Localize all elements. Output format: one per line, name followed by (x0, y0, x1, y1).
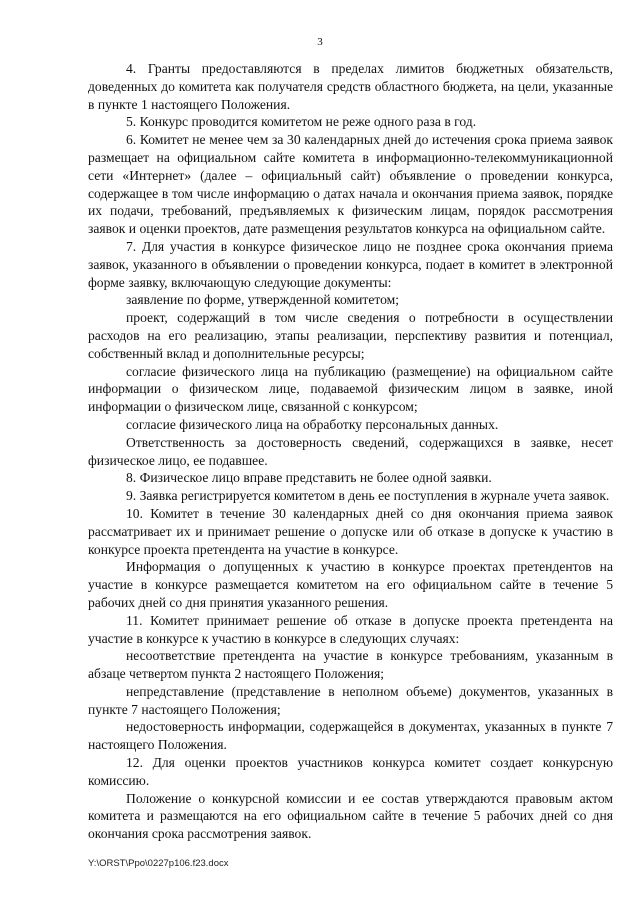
list-item-incomplete-documents: непредставление (представление в неполном объеме) документов, указанных в пункте 7 настоящего Положения; (88, 683, 613, 717)
list-item-application-form: заявление по форме, утвержденной комитетом; (126, 292, 400, 308)
paragraph-commission-regulation: Положение о конкурсной комиссии и ее состав утверждаются правовым актом комитета и размещаются на его официальном сайте в течение 5 рабочих дней со дня окончания срока рассмотрения заявок. (88, 790, 613, 842)
file-path-footer: Y:\ORST\Ppo\0227p106.f23.docx (88, 858, 229, 869)
paragraph-6-contest-announcement: 6. Комитет не менее чем за 30 календарных дней до истечения срока приема заявок размещает на официальном сайте комитета в информационно-телекоммуникационной сети «Интернет» (далее – официальный сайт) объявление о проведении конкурса, содержащее в том числе информацию о датах начала и окончания приема заявок, порядке их подачи, требований, предъявляемых к физическим лицам, порядок рассмотрения заявок и оценки проектов, дате размещения результатов конкурса на официальном сайте. (88, 132, 613, 237)
paragraph-10-review: 10. Комитет в течение 30 календарных дней со дня окончания приема заявок рассматривает их и принимает решение о допуске или об отказе в допуске к участию в конкурсе проекта претендента на участие в конкурсе. (88, 505, 613, 557)
page-number: 3 (317, 36, 323, 48)
paragraph-responsibility: Ответственность за достоверность сведений, содержащихся в заявке, несет физическое лицо, ее подавшее. (88, 434, 613, 468)
list-item-nonconformity: несоответствие претендента на участие в конкурсе требованиям, указанным в абзаце четвертом пункта 2 настоящего Положения; (88, 648, 613, 682)
paragraph-12-commission: 12. Для оценки проектов участников конкурса комитет создает конкурсную комиссию. (88, 755, 613, 788)
paragraph-8-one-application: 8. Физическое лицо вправе представить не более одной заявки. (126, 470, 492, 486)
paragraph-9-registration: 9. Заявка регистрируется комитетом в день ее поступления в журнале учета заявок. (126, 488, 610, 504)
list-item-publication-consent: согласие физического лица на публикацию (размещение) на официальном сайте информации о физическом лице, подаваемой физическим лицом в заявке, иной информации о физическом лице, связанной с конкурсом; (88, 363, 613, 415)
paragraph-7-participation-application: 7. Для участия в конкурсе физическое лицо не позднее срока окончания приема заявок, указанного в объявлении о проведении конкурса, подает в комитет в электронной форме заявку, включающую следующие документы: (88, 238, 613, 290)
paragraph-4-grants-limits: 4. Гранты предоставляются в пределах лимитов бюджетных обязательств, доведенных до комитета как получателя средств областного бюджета, на цели, указанные в пункте 1 настоящего Положения. (88, 61, 613, 112)
document-body (88, 60, 613, 843)
paragraph-5-contest-frequency: 5. Конкурс проводится комитетом не реже одного раза в год. (126, 114, 477, 130)
list-item-project-description: проект, содержащий в том числе сведения о потребности в осуществлении расходов на его реализацию, этапы реализации, перспективу развития и потенциал, собственный вклад и дополнительные ресурсы; (88, 310, 613, 361)
list-item-inaccurate-info: недостоверность информации, содержащейся в документах, указанных в пункте 7 настоящего Положения. (88, 719, 613, 753)
list-item-personal-data-consent: согласие физического лица на обработку персональных данных. (126, 416, 499, 432)
paragraph-11-refusal: 11. Комитет принимает решение об отказе в допуске проекта претендента на участие в конкурсе к участию в конкурсе в следующих случаях: (88, 612, 613, 646)
paragraph-admitted-info: Информация о допущенных к участию в конкурсе проектах претендентов на участие в конкурсе размещается комитетом на его официальном сайте в течение 5 рабочих дней со дня принятия указанного решения. (88, 559, 613, 610)
